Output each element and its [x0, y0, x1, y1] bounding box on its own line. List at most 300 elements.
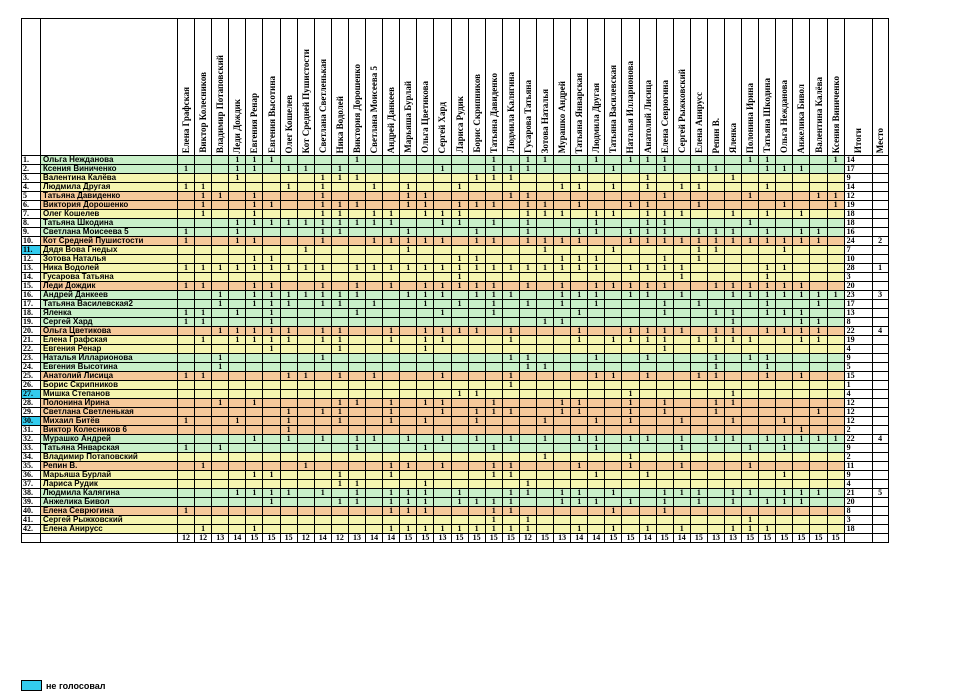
vote-cell — [827, 381, 844, 390]
vote-cell — [605, 174, 622, 183]
vote-cell — [212, 480, 229, 489]
vote-cell: 1 — [246, 489, 263, 498]
row-place — [872, 498, 888, 507]
vote-cell: 1 — [810, 300, 827, 309]
vote-cell — [331, 282, 348, 291]
vote-cell — [502, 183, 519, 192]
vote-cell — [656, 372, 673, 381]
vote-cell — [417, 183, 434, 192]
vote-cell — [810, 345, 827, 354]
vote-cell — [280, 273, 297, 282]
vote-cell — [536, 228, 553, 237]
vote-cell — [742, 327, 759, 336]
vote-cell — [827, 228, 844, 237]
table-row — [22, 300, 889, 309]
vote-cell: 1 — [571, 183, 588, 192]
vote-cell — [519, 246, 536, 255]
vote-cell — [759, 219, 776, 228]
vote-cell — [554, 444, 571, 453]
vote-cell — [725, 471, 742, 480]
vote-cell: 1 — [622, 282, 639, 291]
vote-cell — [485, 318, 502, 327]
vote-cell — [331, 489, 348, 498]
vote-cell: 1 — [639, 228, 656, 237]
vote-cell: 1 — [536, 363, 553, 372]
vote-cell: 1 — [451, 489, 468, 498]
footer-count: 15 — [246, 534, 263, 543]
vote-cell — [639, 462, 656, 471]
row-place: 4 — [872, 435, 888, 444]
vote-cell: 1 — [280, 219, 297, 228]
vote-cell: 1 — [519, 165, 536, 174]
vote-cell: 1 — [725, 489, 742, 498]
vote-cell — [502, 444, 519, 453]
vote-cell — [195, 399, 212, 408]
row-total: 8 — [844, 318, 872, 327]
vote-cell — [502, 516, 519, 525]
header-place-label: Место — [875, 127, 886, 153]
row-total: 9 — [844, 471, 872, 480]
vote-cell — [314, 246, 331, 255]
vote-cell — [331, 246, 348, 255]
vote-cell — [383, 480, 400, 489]
vote-cell: 1 — [229, 165, 246, 174]
vote-cell — [485, 345, 502, 354]
vote-cell — [485, 354, 502, 363]
vote-cell: 1 — [417, 525, 434, 534]
vote-cell: 1 — [400, 201, 417, 210]
vote-cell: 1 — [707, 237, 724, 246]
vote-cell — [212, 507, 229, 516]
vote-cell — [605, 354, 622, 363]
vote-cell: 1 — [331, 291, 348, 300]
vote-cell: 1 — [519, 210, 536, 219]
participant-name: Марьяша Бурлай — [41, 471, 178, 480]
column-header-label: Ника Водолей — [334, 95, 345, 153]
row-total: 4 — [844, 480, 872, 489]
vote-cell: 1 — [485, 525, 502, 534]
vote-cell — [690, 174, 707, 183]
vote-cell: 1 — [246, 165, 263, 174]
vote-cell — [776, 354, 793, 363]
vote-cell — [810, 372, 827, 381]
vote-cell — [383, 300, 400, 309]
vote-cell: 1 — [485, 471, 502, 480]
vote-cell — [588, 318, 605, 327]
table-row — [22, 399, 889, 408]
vote-cell — [742, 228, 759, 237]
column-header-label: Олег Кошелев — [283, 94, 294, 153]
vote-cell: 1 — [383, 462, 400, 471]
vote-cell — [212, 408, 229, 417]
vote-cell: 1 — [776, 444, 793, 453]
vote-cell — [485, 192, 502, 201]
vote-cell: 1 — [468, 525, 485, 534]
vote-cell: 1 — [605, 282, 622, 291]
vote-cell — [434, 480, 451, 489]
vote-cell: 1 — [588, 300, 605, 309]
column-header — [366, 19, 383, 156]
vote-cell — [571, 381, 588, 390]
row-place — [872, 336, 888, 345]
vote-cell: 1 — [502, 336, 519, 345]
vote-cell: 1 — [331, 471, 348, 480]
vote-cell: 1 — [434, 282, 451, 291]
table-row — [22, 174, 889, 183]
vote-cell — [246, 363, 263, 372]
row-number: 13. — [22, 264, 41, 273]
footer-count: 15 — [793, 534, 810, 543]
vote-cell: 1 — [297, 462, 314, 471]
footer-count: 12 — [195, 534, 212, 543]
vote-cell: 1 — [434, 372, 451, 381]
vote-cell — [195, 507, 212, 516]
vote-cell — [366, 426, 383, 435]
vote-cell — [229, 192, 246, 201]
row-place — [872, 219, 888, 228]
vote-cell — [656, 480, 673, 489]
vote-cell — [827, 516, 844, 525]
vote-cell — [417, 471, 434, 480]
vote-cell — [178, 246, 195, 255]
participant-name: Зотова Наталья — [41, 255, 178, 264]
row-total: 16 — [844, 228, 872, 237]
vote-cell: 1 — [707, 354, 724, 363]
vote-cell — [314, 345, 331, 354]
vote-cell — [212, 525, 229, 534]
vote-cell — [639, 273, 656, 282]
vote-cell — [229, 462, 246, 471]
vote-cell — [793, 363, 810, 372]
vote-cell — [485, 228, 502, 237]
vote-cell — [485, 327, 502, 336]
vote-cell: 1 — [485, 516, 502, 525]
row-place — [872, 444, 888, 453]
vote-cell — [536, 282, 553, 291]
vote-cell — [434, 354, 451, 363]
vote-cell — [246, 309, 263, 318]
vote-cell — [656, 273, 673, 282]
vote-cell — [280, 156, 297, 165]
vote-cell — [554, 174, 571, 183]
vote-cell — [793, 444, 810, 453]
vote-cell — [776, 363, 793, 372]
vote-cell: 1 — [383, 471, 400, 480]
vote-cell — [605, 498, 622, 507]
vote-cell — [571, 174, 588, 183]
vote-cell — [725, 273, 742, 282]
row-place — [872, 210, 888, 219]
vote-cell — [468, 183, 485, 192]
column-header — [707, 19, 724, 156]
participant-name: Ника Водолей — [41, 264, 178, 273]
vote-cell — [810, 156, 827, 165]
row-total: 28 — [844, 264, 872, 273]
vote-cell — [536, 426, 553, 435]
vote-cell — [827, 498, 844, 507]
vote-cell — [178, 327, 195, 336]
vote-cell — [588, 489, 605, 498]
vote-cell: 1 — [383, 264, 400, 273]
vote-cell: 1 — [434, 336, 451, 345]
vote-cell: 1 — [348, 489, 365, 498]
vote-cell: 1 — [639, 372, 656, 381]
vote-cell: 1 — [571, 255, 588, 264]
vote-cell — [246, 246, 263, 255]
vote-cell: 1 — [502, 354, 519, 363]
vote-cell: 1 — [536, 264, 553, 273]
vote-cell — [776, 192, 793, 201]
vote-cell — [468, 246, 485, 255]
vote-cell: 1 — [485, 399, 502, 408]
vote-cell — [502, 228, 519, 237]
vote-cell — [554, 462, 571, 471]
vote-cell: 1 — [673, 489, 690, 498]
vote-cell: 1 — [400, 462, 417, 471]
participant-name: Виктория Дорошенко — [41, 201, 178, 210]
row-total: 18 — [844, 525, 872, 534]
vote-cell — [536, 345, 553, 354]
vote-cell — [519, 372, 536, 381]
vote-cell — [554, 201, 571, 210]
vote-cell — [690, 435, 707, 444]
vote-cell — [297, 183, 314, 192]
vote-cell: 1 — [417, 417, 434, 426]
vote-cell — [673, 309, 690, 318]
vote-cell — [348, 183, 365, 192]
vote-cell — [212, 426, 229, 435]
vote-cell — [827, 282, 844, 291]
vote-cell — [417, 435, 434, 444]
vote-cell: 1 — [502, 471, 519, 480]
header-total-label: Итоги — [853, 127, 864, 153]
vote-cell — [229, 282, 246, 291]
vote-cell: 1 — [554, 291, 571, 300]
vote-cell: 1 — [588, 219, 605, 228]
vote-cell — [417, 462, 434, 471]
vote-cell: 1 — [690, 300, 707, 309]
vote-cell: 1 — [229, 417, 246, 426]
vote-cell — [605, 237, 622, 246]
vote-cell — [383, 273, 400, 282]
vote-cell — [195, 291, 212, 300]
participant-name: Ольга Цветикова — [41, 327, 178, 336]
vote-cell — [297, 192, 314, 201]
vote-cell — [673, 354, 690, 363]
vote-cell — [810, 498, 827, 507]
vote-cell — [725, 192, 742, 201]
vote-cell — [810, 417, 827, 426]
vote-cell — [178, 489, 195, 498]
vote-cell: 1 — [827, 192, 844, 201]
vote-cell: 1 — [400, 507, 417, 516]
vote-cell — [536, 309, 553, 318]
vote-cell — [554, 516, 571, 525]
column-header-label: Владимир Потаповский — [215, 54, 226, 153]
vote-cell: 1 — [656, 336, 673, 345]
footer-count: 13 — [212, 534, 229, 543]
vote-cell: 1 — [383, 507, 400, 516]
vote-cell — [588, 516, 605, 525]
vote-cell — [434, 507, 451, 516]
vote-cell — [280, 201, 297, 210]
table-row — [22, 264, 889, 273]
vote-cell — [725, 372, 742, 381]
vote-cell — [742, 363, 759, 372]
vote-cell — [451, 381, 468, 390]
vote-cell — [810, 426, 827, 435]
vote-cell: 1 — [571, 327, 588, 336]
vote-cell — [246, 417, 263, 426]
table-row — [22, 156, 889, 165]
vote-cell: 1 — [314, 210, 331, 219]
vote-cell — [536, 462, 553, 471]
row-place: 1 — [872, 264, 888, 273]
vote-cell — [400, 345, 417, 354]
vote-cell — [331, 192, 348, 201]
vote-cell: 1 — [656, 309, 673, 318]
vote-cell — [639, 300, 656, 309]
vote-cell — [656, 363, 673, 372]
vote-cell — [759, 399, 776, 408]
vote-cell — [383, 156, 400, 165]
vote-cell — [639, 480, 656, 489]
participant-name: Виктор Колесников 6 — [41, 426, 178, 435]
column-header-label: Татьяна Давиденко — [488, 72, 499, 153]
vote-cell — [195, 345, 212, 354]
vote-cell — [690, 273, 707, 282]
vote-cell — [434, 489, 451, 498]
vote-cell — [280, 390, 297, 399]
vote-cell — [776, 426, 793, 435]
vote-cell — [417, 255, 434, 264]
vote-cell — [827, 417, 844, 426]
participant-name: Яленка — [41, 309, 178, 318]
vote-cell: 1 — [742, 444, 759, 453]
column-header-label: Борис Скрипников — [471, 74, 482, 153]
row-number: 5 — [22, 192, 41, 201]
vote-cell: 1 — [588, 354, 605, 363]
vote-cell: 1 — [468, 174, 485, 183]
vote-cell — [827, 174, 844, 183]
vote-cell — [195, 444, 212, 453]
vote-cell: 1 — [673, 273, 690, 282]
vote-cell — [554, 507, 571, 516]
vote-cell: 1 — [229, 237, 246, 246]
row-number: 9. — [22, 228, 41, 237]
vote-cell: 1 — [554, 237, 571, 246]
vote-cell: 1 — [759, 525, 776, 534]
row-number: 15. — [22, 282, 41, 291]
vote-cell — [451, 237, 468, 246]
vote-cell — [673, 192, 690, 201]
column-header — [827, 19, 844, 156]
vote-cell — [588, 183, 605, 192]
vote-cell: 1 — [810, 291, 827, 300]
vote-cell — [263, 273, 280, 282]
vote-cell — [725, 264, 742, 273]
row-number: 19. — [22, 318, 41, 327]
table-row — [22, 498, 889, 507]
vote-cell — [605, 264, 622, 273]
vote-cell — [690, 354, 707, 363]
vote-cell — [383, 453, 400, 462]
vote-cell — [742, 435, 759, 444]
footer-count: 12 — [331, 534, 348, 543]
vote-cell — [314, 156, 331, 165]
column-header — [297, 19, 314, 156]
table-row — [22, 165, 889, 174]
vote-cell: 1 — [468, 264, 485, 273]
vote-cell: 1 — [451, 498, 468, 507]
vote-cell — [605, 327, 622, 336]
vote-cell — [707, 498, 724, 507]
vote-cell — [588, 408, 605, 417]
column-header — [178, 19, 195, 156]
vote-cell: 1 — [400, 228, 417, 237]
vote-cell: 1 — [502, 264, 519, 273]
vote-cell — [263, 165, 280, 174]
vote-cell — [263, 210, 280, 219]
vote-cell — [195, 381, 212, 390]
vote-cell: 1 — [519, 363, 536, 372]
vote-cell — [502, 363, 519, 372]
vote-cell — [690, 291, 707, 300]
vote-cell — [246, 273, 263, 282]
vote-cell — [348, 318, 365, 327]
vote-cell — [485, 210, 502, 219]
vote-cell — [451, 372, 468, 381]
vote-cell: 1 — [776, 291, 793, 300]
vote-cell: 1 — [690, 237, 707, 246]
vote-cell: 1 — [519, 300, 536, 309]
row-number: 4. — [22, 183, 41, 192]
vote-cell — [776, 255, 793, 264]
vote-cell: 1 — [554, 300, 571, 309]
vote-cell — [571, 453, 588, 462]
vote-cell — [588, 453, 605, 462]
vote-cell — [673, 300, 690, 309]
vote-cell — [605, 390, 622, 399]
table-row — [22, 489, 889, 498]
vote-cell — [725, 516, 742, 525]
vote-cell — [229, 498, 246, 507]
vote-cell — [588, 336, 605, 345]
vote-cell — [554, 219, 571, 228]
vote-cell — [502, 255, 519, 264]
vote-cell — [827, 462, 844, 471]
vote-cell — [605, 192, 622, 201]
vote-cell — [366, 390, 383, 399]
vote-cell — [417, 273, 434, 282]
column-header — [725, 19, 742, 156]
vote-cell — [383, 192, 400, 201]
vote-cell — [246, 345, 263, 354]
vote-cell: 1 — [485, 237, 502, 246]
vote-cell — [588, 399, 605, 408]
vote-cell — [690, 462, 707, 471]
table-row — [22, 183, 889, 192]
participant-name: Лариса Рудик — [41, 480, 178, 489]
vote-cell: 1 — [451, 300, 468, 309]
vote-cell — [212, 309, 229, 318]
vote-cell — [280, 498, 297, 507]
vote-cell — [400, 282, 417, 291]
vote-cell — [588, 363, 605, 372]
vote-cell — [536, 498, 553, 507]
vote-cell — [793, 525, 810, 534]
vote-cell: 1 — [571, 408, 588, 417]
